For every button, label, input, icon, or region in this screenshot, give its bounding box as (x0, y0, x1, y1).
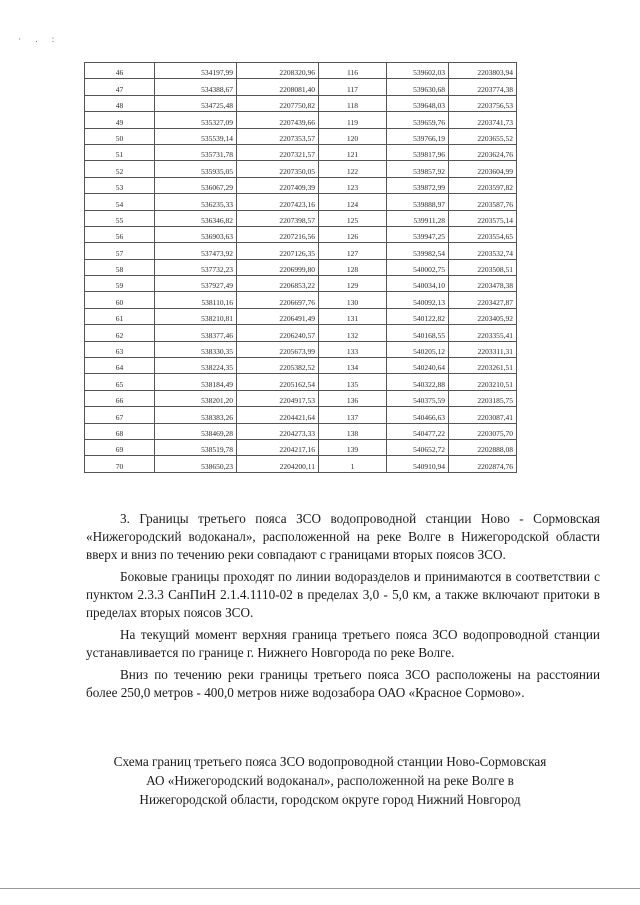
table-cell: 539602,03 (387, 63, 449, 79)
table-cell: 2204421,64 (237, 407, 319, 423)
table-cell: 117 (319, 79, 387, 95)
table-cell: 124 (319, 194, 387, 210)
table-cell: 47 (85, 79, 155, 95)
table-cell: 2204217,16 (237, 439, 319, 455)
table-row (85, 292, 517, 308)
table-cell: 68 (85, 423, 155, 439)
table-row (85, 390, 517, 406)
table-cell: 540375,59 (387, 390, 449, 406)
table-cell: 534388,67 (155, 79, 237, 95)
table-row (85, 325, 517, 341)
table-cell: 135 (319, 374, 387, 390)
table-cell: 67 (85, 407, 155, 423)
table-cell: 2205673,99 (237, 341, 319, 357)
table-cell: 2203185,75 (449, 390, 517, 406)
table-cell: 2208081,40 (237, 79, 319, 95)
table-cell: 537473,92 (155, 243, 237, 259)
table-cell: 131 (319, 308, 387, 324)
table-cell: 539872,99 (387, 177, 449, 193)
table-cell: 540205,12 (387, 341, 449, 357)
table-cell: 66 (85, 390, 155, 406)
table-cell: 59 (85, 276, 155, 292)
table-row (85, 128, 517, 144)
table-cell: 53 (85, 177, 155, 193)
table-cell: 136 (319, 390, 387, 406)
table-cell: 2203597,82 (449, 177, 517, 193)
table-cell: 54 (85, 194, 155, 210)
table-cell: 133 (319, 341, 387, 357)
table-cell: 121 (319, 144, 387, 160)
paragraph-upper-border: На текущий момент верхняя граница третьего пояса ЗСО водопроводной станции устанавливается по границе г. Нижнего Новгорода по реке Волге. (86, 627, 600, 660)
table-cell: 52 (85, 161, 155, 177)
table-cell: 60 (85, 292, 155, 308)
table-cell: 540322,88 (387, 374, 449, 390)
table-cell: 48 (85, 95, 155, 111)
table-cell: 2202874,76 (449, 456, 517, 472)
table-row (85, 194, 517, 210)
table-cell: 2206853,22 (237, 276, 319, 292)
table-cell: 534725,48 (155, 95, 237, 111)
table-cell: 1 (319, 456, 387, 472)
table-cell: 2204273,33 (237, 423, 319, 439)
table-cell: 539766,19 (387, 128, 449, 144)
table-cell: 538184,49 (155, 374, 237, 390)
table-cell: 2203478,38 (449, 276, 517, 292)
table-cell: 2207126,35 (237, 243, 319, 259)
table-cell: 2202888,08 (449, 439, 517, 455)
table-cell: 538650,23 (155, 456, 237, 472)
table-cell: 2203311,31 (449, 341, 517, 357)
table-cell: 536067,29 (155, 177, 237, 193)
table-cell: 2203604,99 (449, 161, 517, 177)
boundary-description (86, 510, 600, 706)
table-cell: 134 (319, 358, 387, 374)
table-cell: 2203210,51 (449, 374, 517, 390)
table-cell: 539857,92 (387, 161, 449, 177)
table-cell: 2203554,65 (449, 226, 517, 242)
table-cell: 2203587,76 (449, 194, 517, 210)
table-cell: 539659,76 (387, 112, 449, 128)
table-cell: 538469,28 (155, 423, 237, 439)
table-cell: 2207398,57 (237, 210, 319, 226)
table-row (85, 423, 517, 439)
table-cell: 539911,28 (387, 210, 449, 226)
table-row (85, 79, 517, 95)
paragraph-side-borders: Боковые границы проходят по линии водоразделов и принимаются в соответствии с пунктом 2.3.3 СанПиН 2.1.4.1110-02 в пределах 3,0 - 5,0 км, а также включают притоки в пределах вторых поясов ЗСО. (86, 569, 600, 620)
table-cell: 2203405,92 (449, 308, 517, 324)
table-cell: 2207350,05 (237, 161, 319, 177)
table-row (85, 144, 517, 160)
table-cell: 126 (319, 226, 387, 242)
table-cell: 2204917,53 (237, 390, 319, 406)
table-cell: 2206240,57 (237, 325, 319, 341)
table-cell: 540910,94 (387, 456, 449, 472)
table-cell: 55 (85, 210, 155, 226)
table-cell: 119 (319, 112, 387, 128)
page-divider (0, 888, 640, 889)
table-cell: 123 (319, 177, 387, 193)
table-cell: 539947,25 (387, 226, 449, 242)
table-cell: 56 (85, 226, 155, 242)
table-cell: 2203803,94 (449, 63, 517, 79)
table-cell: 540466,63 (387, 407, 449, 423)
table-cell: 2207750,82 (237, 95, 319, 111)
table-cell: 46 (85, 63, 155, 79)
table-cell: 2207321,57 (237, 144, 319, 160)
table-row (85, 161, 517, 177)
table-cell: 62 (85, 325, 155, 341)
table-cell: 2203087,41 (449, 407, 517, 423)
table-row (85, 243, 517, 259)
table-cell: 539630,68 (387, 79, 449, 95)
table-cell: 538201,20 (155, 390, 237, 406)
table-cell: 540002,75 (387, 259, 449, 275)
table-cell: 2207423,16 (237, 194, 319, 210)
table-cell: 538110,16 (155, 292, 237, 308)
table-cell: 2206999,80 (237, 259, 319, 275)
table-cell: 2203655,52 (449, 128, 517, 144)
table-cell: 540168,55 (387, 325, 449, 341)
table-cell: 130 (319, 292, 387, 308)
table-cell: 2206491,49 (237, 308, 319, 324)
table-cell: 65 (85, 374, 155, 390)
table-cell: 540240,64 (387, 358, 449, 374)
table-cell: 2203261,51 (449, 358, 517, 374)
table-cell: 2205162,54 (237, 374, 319, 390)
table-cell: 538519,78 (155, 439, 237, 455)
table-cell: 539648,03 (387, 95, 449, 111)
table-cell: 536903,63 (155, 226, 237, 242)
table-cell: 538377,46 (155, 325, 237, 341)
table-cell: 2205382,52 (237, 358, 319, 374)
table-cell: 534197,99 (155, 63, 237, 79)
table-cell: 2203427,87 (449, 292, 517, 308)
table-cell: 536235,33 (155, 194, 237, 210)
table-row (85, 439, 517, 455)
table-cell: 137 (319, 407, 387, 423)
table-cell: 2207439,66 (237, 112, 319, 128)
table-cell: 2203774,38 (449, 79, 517, 95)
table-cell: 540034,10 (387, 276, 449, 292)
table-cell: 2203741,73 (449, 112, 517, 128)
table-cell: 540092,13 (387, 292, 449, 308)
table-cell: 535731,78 (155, 144, 237, 160)
table-cell: 2206697,76 (237, 292, 319, 308)
table-cell: 63 (85, 341, 155, 357)
table-cell: 58 (85, 259, 155, 275)
table-cell: 2207353,57 (237, 128, 319, 144)
table-cell: 540652,72 (387, 439, 449, 455)
table-cell: 116 (319, 63, 387, 79)
table-cell: 139 (319, 439, 387, 455)
table-row (85, 95, 517, 111)
table-cell: 540477,22 (387, 423, 449, 439)
table-row (85, 341, 517, 357)
table-row (85, 407, 517, 423)
table-cell: 61 (85, 308, 155, 324)
table-cell: 138 (319, 423, 387, 439)
table-cell: 539982,54 (387, 243, 449, 259)
scan-corner-marks: · . : (18, 34, 61, 44)
table-row (85, 63, 517, 79)
table-cell: 51 (85, 144, 155, 160)
scheme-caption (70, 752, 590, 809)
table-cell: 2207216,56 (237, 226, 319, 242)
table-cell: 118 (319, 95, 387, 111)
table-cell: 539817,96 (387, 144, 449, 160)
table-cell: 535327,09 (155, 112, 237, 128)
scheme-caption-line: АО «Нижегородский водоканал», расположенной на реке Волге в (146, 773, 514, 788)
table-row (85, 276, 517, 292)
table-cell: 536346,82 (155, 210, 237, 226)
table-row (85, 226, 517, 242)
scheme-caption-line: Нижегородской области, городском округе город Нижний Новгород (139, 792, 521, 807)
table-cell: 535935,05 (155, 161, 237, 177)
table-cell: 2208320,96 (237, 63, 319, 79)
table-cell: 128 (319, 259, 387, 275)
table-cell: 2203508,51 (449, 259, 517, 275)
table-cell: 49 (85, 112, 155, 128)
table-cell: 537732,23 (155, 259, 237, 275)
table-cell: 120 (319, 128, 387, 144)
table-cell: 2203355,41 (449, 325, 517, 341)
table-cell: 57 (85, 243, 155, 259)
table-cell: 538383,26 (155, 407, 237, 423)
table-cell: 127 (319, 243, 387, 259)
table-cell: 538210,81 (155, 308, 237, 324)
table-cell: 122 (319, 161, 387, 177)
table-cell: 2204200,11 (237, 456, 319, 472)
table-cell: 2203532,74 (449, 243, 517, 259)
table-row (85, 112, 517, 128)
table-cell: 2203624,76 (449, 144, 517, 160)
table-cell: 538330,35 (155, 341, 237, 357)
table-row (85, 177, 517, 193)
table-row (85, 308, 517, 324)
table-cell: 2203075,70 (449, 423, 517, 439)
table-cell: 2207409,39 (237, 177, 319, 193)
coordinates-table-body (85, 63, 517, 473)
table-cell: 539888,97 (387, 194, 449, 210)
table-cell: 540122,82 (387, 308, 449, 324)
table-cell: 132 (319, 325, 387, 341)
table-cell: 538224,35 (155, 358, 237, 374)
scheme-caption-line: Схема границ третьего пояса ЗСО водопроводной станции Ново-Сормовская (113, 754, 547, 769)
table-cell: 64 (85, 358, 155, 374)
table-row (85, 374, 517, 390)
paragraph-3: 3. Границы третьего пояса ЗСО водопроводной станции Ново - Сормовская «Нижегородский водоканал», расположенной на реке Волге в Нижегородской области вверх и вниз по течению реки совпадают с границами вторых поясов ЗСО. (86, 511, 600, 562)
table-cell: 2203756,53 (449, 95, 517, 111)
coordinates-table (84, 62, 517, 473)
table-row (85, 259, 517, 275)
table-cell: 129 (319, 276, 387, 292)
table-row (85, 210, 517, 226)
table-cell: 535539,14 (155, 128, 237, 144)
table-cell: 125 (319, 210, 387, 226)
table-cell: 2203575,14 (449, 210, 517, 226)
table-cell: 69 (85, 439, 155, 455)
table-row (85, 358, 517, 374)
table-row (85, 456, 517, 472)
table-cell: 50 (85, 128, 155, 144)
table-cell: 70 (85, 456, 155, 472)
table-cell: 537927,49 (155, 276, 237, 292)
paragraph-downstream-border: Вниз по течению реки границы третьего пояса ЗСО расположены на расстоянии более 250,0 метров - 400,0 метров ниже водозабора ОАО «Красное Сормово». (86, 667, 600, 700)
